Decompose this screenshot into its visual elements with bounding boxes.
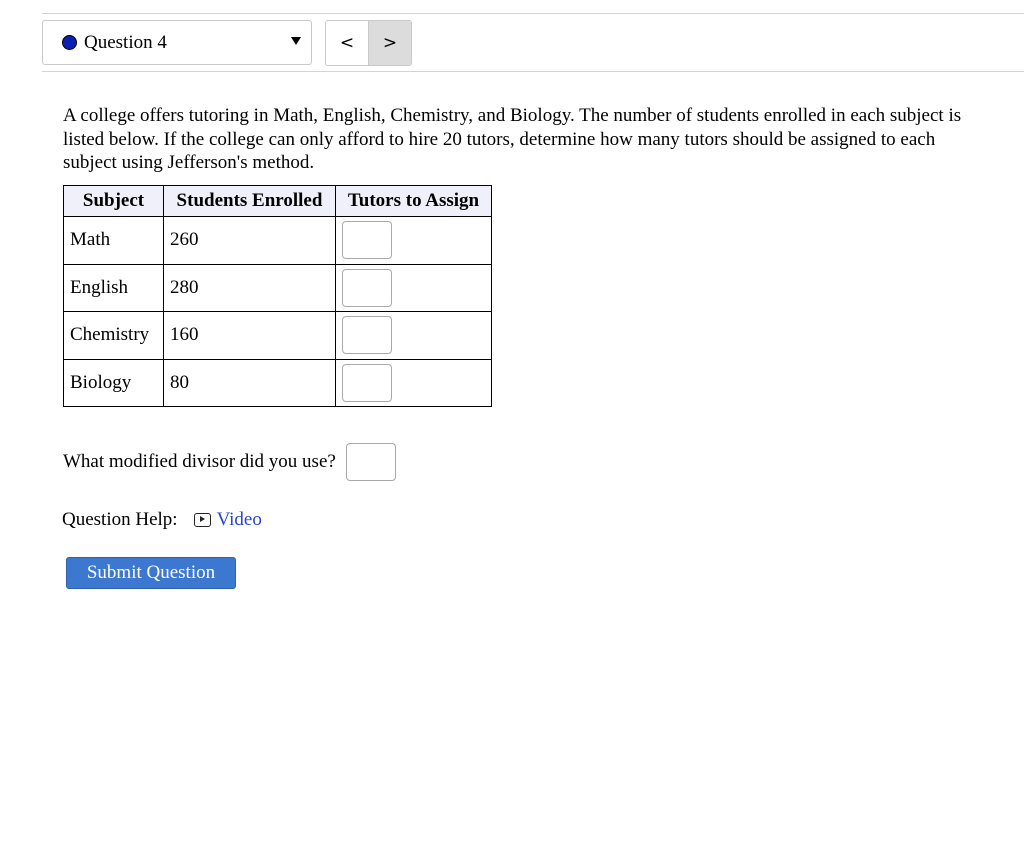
question-help-label: Question Help:: [62, 509, 178, 530]
table-row: [64, 217, 492, 265]
math-tutors-input[interactable]: [342, 221, 392, 259]
english-tutors-input[interactable]: [342, 269, 392, 307]
header-subject: Subject: [64, 186, 164, 217]
enrolled-cell: 80: [164, 359, 336, 407]
table-row: [64, 312, 492, 360]
video-play-icon: [194, 513, 211, 527]
subject-cell: Math: [64, 217, 164, 265]
enrolled-cell: 280: [164, 264, 336, 312]
nav-divider: [42, 71, 1024, 72]
subject-cell: Biology: [64, 359, 164, 407]
question-nav: [325, 20, 412, 66]
table-header-row: [64, 186, 492, 217]
tutors-cell: [336, 217, 492, 265]
next-question-button[interactable]: >: [369, 21, 411, 65]
enrolled-cell: 260: [164, 217, 336, 265]
tutor-table: [63, 185, 492, 407]
video-help-link[interactable]: [194, 509, 262, 531]
subject-cell: English: [64, 264, 164, 312]
subject-cell: Chemistry: [64, 312, 164, 360]
table-row: [64, 359, 492, 407]
question-prompt: A college offers tutoring in Math, English, Chemistry, and Biology. The number of students enrolled in each subject is listed below. If the college can only afford to hire 20 tutors, determine how many tutors should be assigned to each subject using Jefferson's method.: [63, 105, 962, 173]
biology-tutors-input[interactable]: [342, 364, 392, 402]
divisor-question-text: What modified divisor did you use?: [63, 451, 336, 472]
question-status-dot: [62, 35, 77, 50]
tutors-cell: [336, 359, 492, 407]
question-selector[interactable]: [42, 20, 312, 65]
tutors-cell: [336, 264, 492, 312]
tutors-cell: [336, 312, 492, 360]
modified-divisor-input[interactable]: [346, 443, 396, 481]
caret-down-icon: [291, 37, 301, 45]
chemistry-tutors-input[interactable]: [342, 316, 392, 354]
previous-question-button[interactable]: <: [326, 21, 369, 65]
video-link-label: Video: [216, 509, 262, 530]
header-students-enrolled: Students Enrolled: [164, 186, 336, 217]
table-row: [64, 264, 492, 312]
top-divider: [42, 13, 1024, 14]
divisor-question: [63, 443, 396, 481]
enrolled-cell: 160: [164, 312, 336, 360]
question-label: Question 4: [84, 31, 167, 53]
question-help: [62, 509, 262, 531]
header-tutors-to-assign: Tutors to Assign: [336, 186, 492, 217]
submit-question-button[interactable]: Submit Question: [66, 557, 236, 589]
